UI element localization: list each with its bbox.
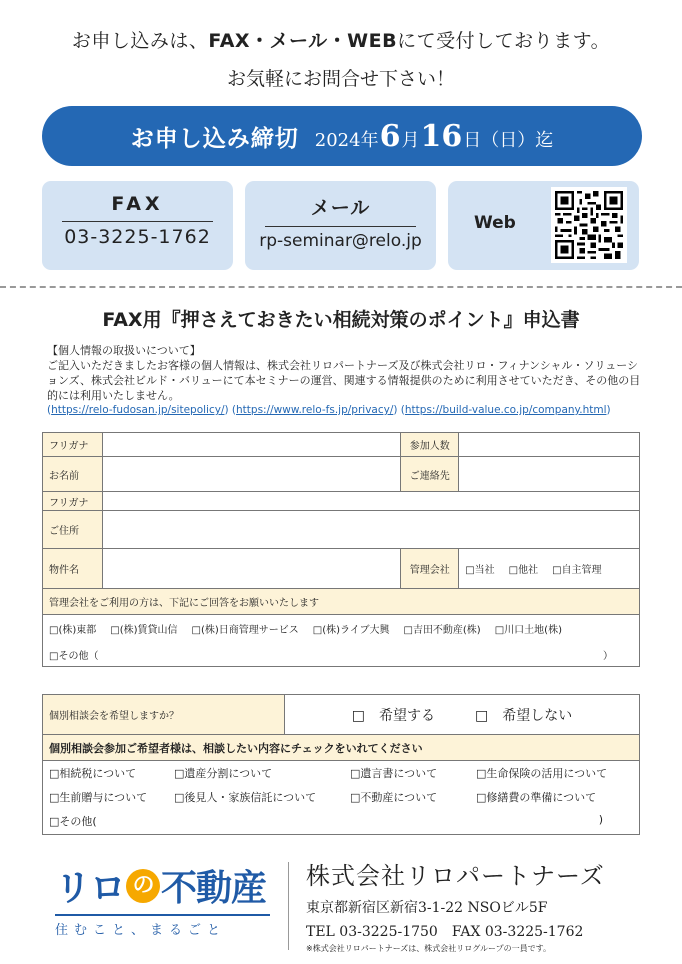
mgmt-label: 管理会社 [401,549,459,589]
consult-no[interactable]: □ 希望しない [475,707,573,724]
furigana2-label: フリガナ [43,492,103,511]
furigana-label: フリガナ [43,433,103,457]
company-other[interactable]: □その他（ ） [43,643,640,667]
mgmt-options [459,549,640,589]
company-options [43,615,640,643]
qr-code-icon[interactable] [551,187,627,263]
deadline-date: 2024年 6 月 16 日 （日）迄 [314,118,554,154]
property-field[interactable] [102,549,400,589]
privacy-body: ご記入いただきましたお客様の個人情報は、株式会社リロパートナーズ及び株式会社リロ・フィナンシャル・ソリューションズ、株式会社ビルド・バリューにて本セミナーの運営、関連する情報提供のために利用させていただき、その他の目的には利用いたしません。 [47,359,641,402]
form-title: FAX用『押さえておきたい相続対策のポイント』申込書 [102,309,580,331]
furigana2-field[interactable] [102,492,639,511]
deadline-banner [42,106,642,166]
intro-line-2: お気軽にお問合せ下さい！ [226,68,455,90]
web-title: Web [474,213,516,233]
address-field[interactable] [102,511,639,549]
mail-address[interactable]: rp-seminar@relo.jp [259,231,422,251]
mgmt-opt-own[interactable]: □当社 [465,565,495,576]
privacy-notice: 【個人情報の取扱いについて】 ご記入いただきましたお客様の個人情報は、株式会社リロパートナーズ及び株式会社リロ・フィナンシャル・ソリューションズ、株式会社ビルド・バリューにて本セミナーの運営、関連する情報提供のために利用させていただき、その他の目的には利用いたしません。 (https://relo-fudosan.jp/sitepolicy/) (https://www.relo-fs.jp/privacy/) (https://build-value.co.jp/company.html) [47,343,647,418]
property-label: 物件名 [43,549,103,589]
mail-card [245,181,436,270]
link-relo-fs[interactable]: https://www.relo-fs.jp/privacy/ [236,404,394,416]
mgmt-note: 管理会社をご利用の方は、下記にご回答をお願いいたします [43,589,640,615]
company-info [306,856,605,954]
topic-row-2: □生前贈与について □後見人・家族信託について □不動産について □修繕費の準備について [43,785,640,809]
mgmt-opt-other[interactable]: □他社 [508,565,539,576]
fax-title: FAX [111,193,164,215]
link-build-value[interactable]: https://build-value.co.jp/company.html [404,404,607,416]
topic-other[interactable]: □その他( ) [43,809,640,835]
company-name: 株式会社リロパートナーズ [306,862,605,890]
intro-line-1: お申し込みは、FAX・メール・WEBにて受付しております。 [71,30,611,52]
address-label: ご住所 [43,511,103,549]
consult-yes[interactable]: □ 希望する [351,707,435,724]
company-address: 東京都新宿区新宿3-1-22 NSOビル5F [306,900,548,916]
contact-label: ご連絡先 [401,457,459,492]
consult-options [285,695,640,735]
consult-header: 個別相談会参加ご希望者様は、相談したい内容にチェックをいれてください [43,735,640,761]
relo-logo: リロ の 不動産 住むこと、まるごと [55,860,270,938]
web-card [448,181,639,270]
company-phone: TEL 03-3225-1750 FAX 03-3225-1762 [306,924,584,940]
name-field[interactable] [102,457,400,492]
mgmt-opt-self[interactable]: □自主管理 [552,565,602,576]
participants-field[interactable] [459,433,640,457]
fax-number: 03-3225-1762 [64,226,211,248]
company-opt-4[interactable]: □(株)ライブ大興 [312,625,390,637]
company-opt-2[interactable]: □(株)賃貸山信 [110,625,178,637]
company-opt-3[interactable]: □(株)日商管理サービス [191,625,299,637]
privacy-links: (https://relo-fudosan.jp/sitepolicy/) (https://www.relo-fs.jp/privacy/) (https://build-value.co.jp/company.html) [47,404,611,416]
name-label: お名前 [43,457,103,492]
company-opt-1[interactable]: □(株)東都 [49,625,97,637]
topic-row-1: □相続税について □遺産分割について □遺言書について □生命保険の活用について [43,761,640,785]
deadline-label: お申し込み締切 [130,125,299,152]
link-relo-fudosan[interactable]: https://relo-fudosan.jp/sitepolicy/ [51,404,225,416]
consultation-table [42,694,640,835]
footer-divider [288,862,289,950]
company-opt-6[interactable]: □川口土地(株) [494,625,562,637]
company-opt-5[interactable]: □吉田不動産(株) [403,625,481,637]
contact-field[interactable] [459,457,640,492]
company-note: ※株式会社リロパートナーズは、株式会社リログループの一員です。 [306,944,552,953]
fax-card [42,181,233,270]
consult-question: 個別相談会を希望しますか？ [43,695,285,735]
mail-title: メール [310,197,371,219]
cut-line [0,286,682,288]
furigana-field[interactable] [102,433,400,457]
application-table [42,432,640,667]
participants-label: 参加人数 [401,433,459,457]
